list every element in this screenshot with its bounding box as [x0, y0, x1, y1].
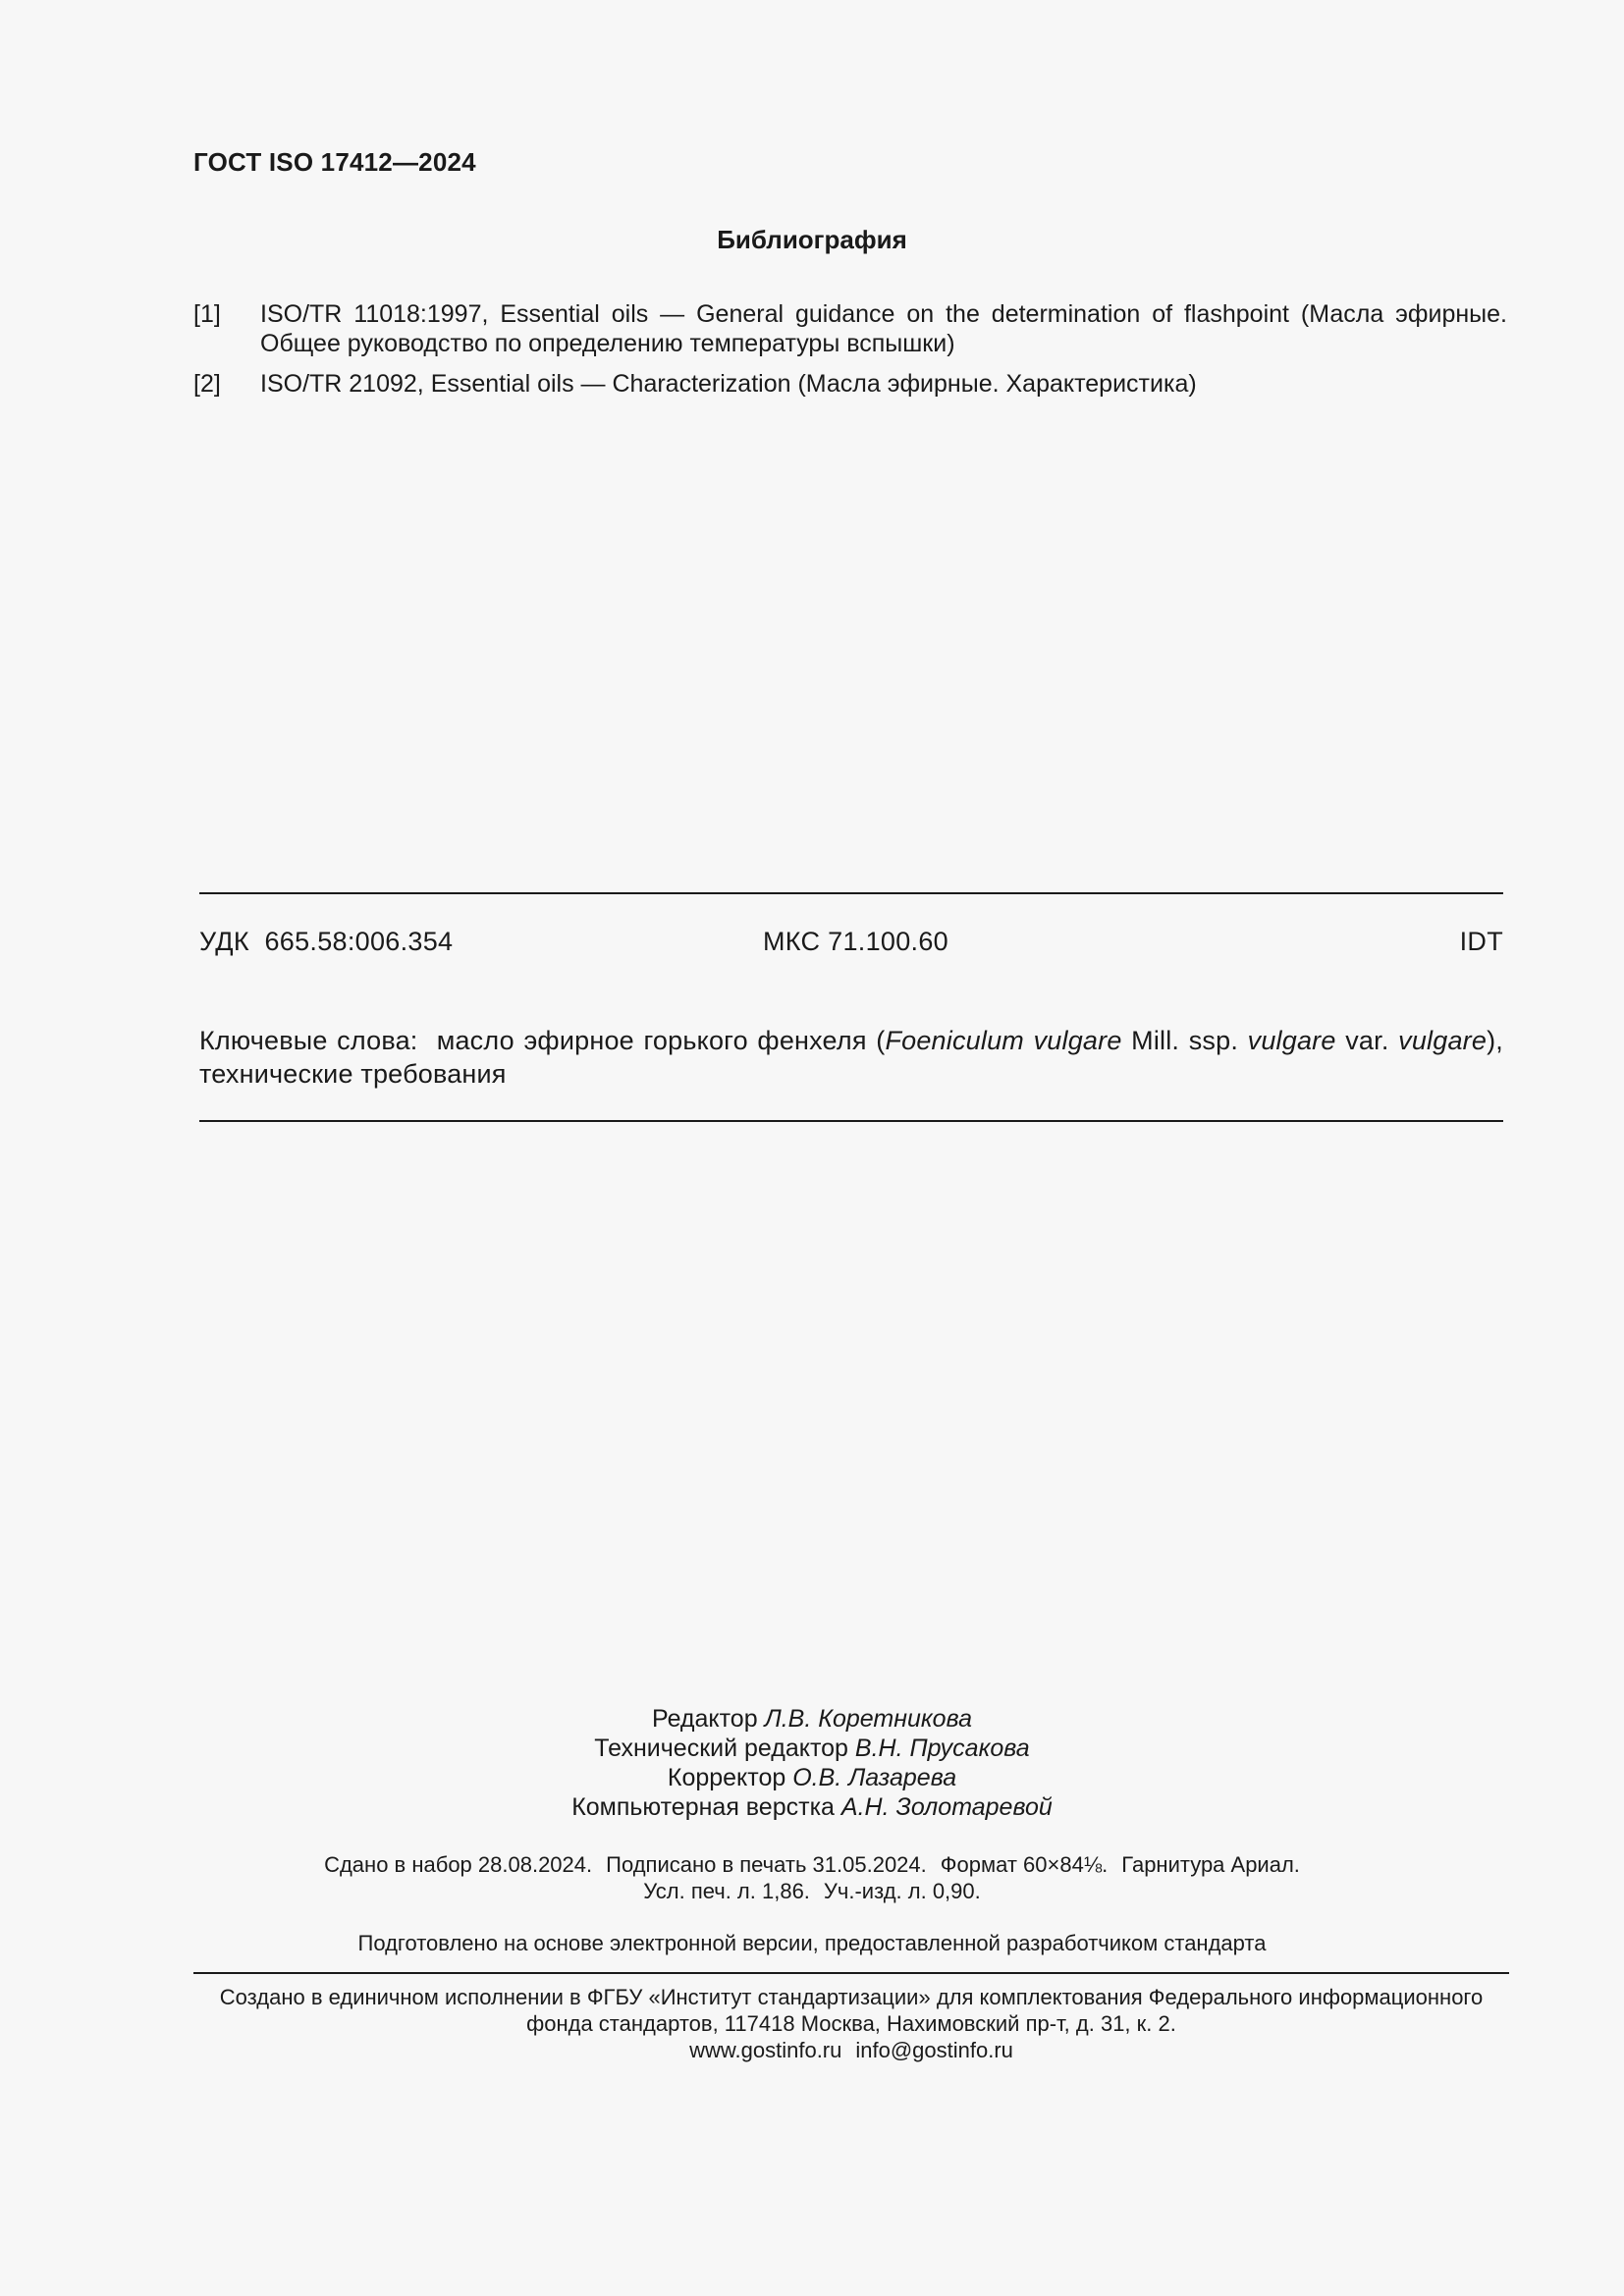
mks-label: МКС — [763, 927, 821, 956]
udk-value: 665.58:006.354 — [264, 927, 454, 956]
print-info-line — [0, 1878, 1624, 1904]
species-name: Foeniculum vulgare — [885, 1026, 1122, 1055]
created-note — [193, 1984, 1509, 2063]
email-link[interactable]: info@gostinfo.ru — [855, 2038, 1013, 2062]
publication-sheets: Уч.-изд. л. 0,90. — [823, 1879, 981, 1903]
credit-proofreader — [0, 1763, 1624, 1792]
credit-layout — [0, 1792, 1624, 1822]
credit-editor — [0, 1704, 1624, 1734]
paper-format: Формат 60×84⅛. — [940, 1852, 1109, 1877]
document-code: ГОСТ ISO 17412—2024 — [193, 147, 476, 177]
reference-text: ISO/TR 11018:1997, Essential oils — General guidance on the determination of flashpoint (Масла эфирные. Общее руководство по определению температуры вспышки) — [260, 300, 1507, 357]
reference-number: [1] — [193, 300, 221, 328]
udk-code — [199, 927, 453, 957]
keywords-label: Ключевые слова: — [199, 1026, 418, 1055]
credit-role: Редактор — [652, 1705, 758, 1733]
reference-text: ISO/TR 21092, Essential oils — Characterization (Масла эфирные. Характеристика) — [260, 370, 1197, 398]
udk-label: УДК — [199, 927, 249, 956]
credit-name: Л.В. Коретникова — [764, 1705, 972, 1733]
bottom-divider — [199, 1120, 1503, 1122]
bibliography-item — [193, 299, 1507, 358]
keywords-text: var. — [1335, 1026, 1399, 1055]
mks-code — [763, 927, 948, 957]
variety-name: vulgare — [1398, 1026, 1488, 1055]
credit-role: Корректор — [667, 1764, 786, 1791]
website-link[interactable]: www.gostinfo.ru — [689, 2038, 842, 2062]
contacts — [193, 2037, 1509, 2063]
print-sheets: Усл. печ. л. 1,86. — [643, 1879, 810, 1903]
reference-number: [2] — [193, 370, 221, 398]
keywords-text: масло эфирное горького фенхеля ( — [436, 1026, 886, 1055]
keywords-text: ), технические требования — [199, 1026, 1503, 1089]
credit-name: А.Н. Золотаревой — [840, 1793, 1053, 1821]
bibliography-title: Библиография — [717, 225, 907, 254]
mks-value: 71.100.60 — [828, 927, 948, 956]
credit-name: В.Н. Прусакова — [854, 1735, 1030, 1762]
credit-role: Компьютерная верстка — [571, 1793, 835, 1821]
top-divider — [199, 892, 1503, 894]
signed-date: Подписано в печать 31.05.2024. — [606, 1852, 927, 1877]
credit-technical-editor — [0, 1734, 1624, 1763]
print-info — [0, 1851, 1624, 1904]
credits-block — [0, 1704, 1624, 1822]
created-line: фонда стандартов, 117418 Москва, Нахимовский пр-т, д. 31, к. 2. — [526, 2011, 1176, 2036]
subspecies-name: vulgare — [1247, 1026, 1336, 1055]
credit-name: О.В. Лазарева — [792, 1764, 957, 1791]
equivalence-degree: IDT — [1459, 927, 1503, 956]
prepared-note: Подготовлено на основе электронной версии, предоставленной разработчиком стандарта — [357, 1931, 1267, 1955]
created-line: Создано в единичном исполнении в ФГБУ «Институт стандартизации» для комплектования Федерального информационного — [219, 1985, 1484, 2009]
credit-role: Технический редактор — [594, 1735, 848, 1762]
print-info-line — [0, 1851, 1624, 1878]
footer-divider — [193, 1972, 1509, 1974]
bibliography-item — [193, 369, 1507, 399]
typeface: Гарнитура Ариал. — [1121, 1852, 1300, 1877]
keywords — [199, 1024, 1503, 1091]
keywords-text: Mill. ssp. — [1121, 1026, 1248, 1055]
set-date: Сдано в набор 28.08.2024. — [324, 1852, 593, 1877]
